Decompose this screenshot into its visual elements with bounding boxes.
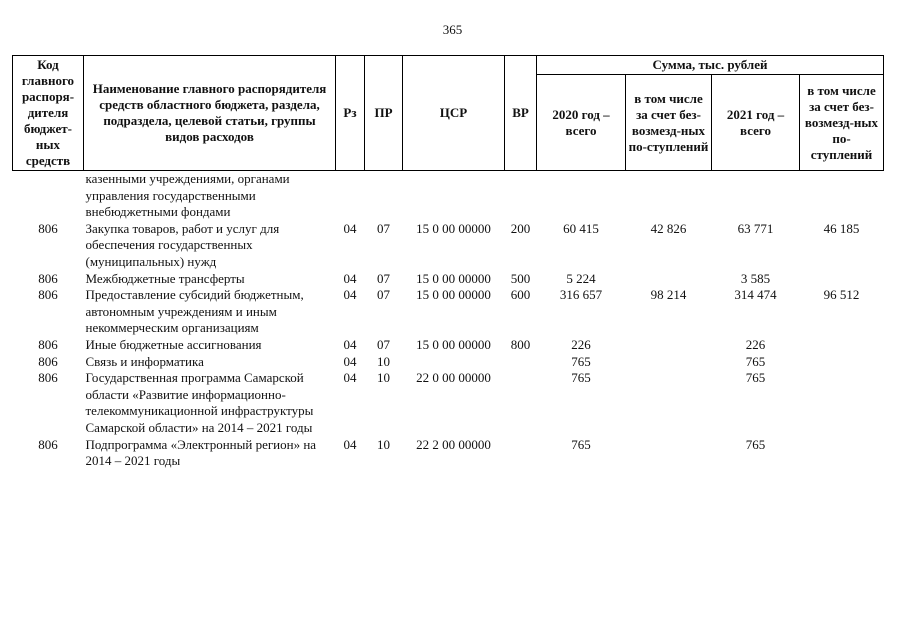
cell-vr bbox=[505, 171, 537, 221]
header-sum: Сумма, тыс. рублей bbox=[537, 56, 884, 75]
cell-csr bbox=[403, 171, 505, 221]
header-2021-free: в том числе за счет без-возмезд-ных по-ступлений bbox=[800, 75, 884, 171]
cell-code: 806 bbox=[38, 436, 58, 452]
cell-rz: 04 bbox=[343, 370, 357, 386]
cell-2020-free bbox=[626, 171, 712, 221]
cell-2021-total: 765 bbox=[745, 370, 766, 386]
header-rz: Рз bbox=[336, 56, 365, 171]
cell-2021-free: 96 512 bbox=[823, 287, 860, 303]
cell-vr: 600 bbox=[510, 287, 531, 303]
cell-vr bbox=[505, 437, 537, 470]
cell-code: 806 bbox=[38, 336, 58, 352]
cell-2020-free bbox=[626, 271, 712, 288]
cell-2020-free bbox=[626, 337, 712, 354]
header-2020-total: 2020 год – всего bbox=[537, 75, 626, 171]
cell-vr: 500 bbox=[510, 270, 531, 286]
header-name: Наименование главного распорядителя средств областного бюджета, раздела, подраздела, целевой статьи, группы видов расходов bbox=[84, 56, 336, 171]
cell-2021-free bbox=[800, 354, 884, 371]
cell-2020-total: 316 657 bbox=[559, 287, 603, 303]
cell-2021-total: 226 bbox=[745, 336, 766, 352]
cell-rz: 04 bbox=[343, 220, 357, 236]
cell-name: Иные бюджетные ассигнования bbox=[85, 336, 262, 352]
cell-csr: 15 0 00 00000 bbox=[416, 336, 491, 352]
cell-2021-free bbox=[800, 337, 884, 354]
cell-2020-free bbox=[626, 370, 712, 436]
cell-csr: 15 0 00 00000 bbox=[416, 220, 491, 236]
cell-2021-free: 46 185 bbox=[823, 220, 860, 236]
cell-pr: 07 bbox=[377, 220, 390, 236]
cell-csr: 22 2 00 00000 bbox=[416, 436, 491, 452]
cell-pr: 07 bbox=[377, 287, 390, 303]
budget-table bbox=[12, 55, 884, 470]
cell-csr bbox=[403, 354, 505, 371]
header-code: Код главного распоря-дителя бюджет-ных средств bbox=[13, 56, 84, 171]
cell-code bbox=[13, 171, 84, 221]
cell-2021-total: 314 474 bbox=[734, 287, 777, 303]
cell-code: 806 bbox=[38, 220, 58, 236]
header-csr: ЦСР bbox=[403, 56, 505, 171]
cell-vr: 200 bbox=[510, 220, 531, 236]
cell-vr bbox=[505, 370, 537, 436]
cell-2021-total: 765 bbox=[745, 353, 766, 369]
cell-2021-total: 765 bbox=[745, 436, 766, 452]
cell-rz: 04 bbox=[343, 270, 357, 286]
cell-2020-free: 42 826 bbox=[650, 220, 687, 236]
cell-name: Подпрограмма «Электронный регион» на 2014 – 2021 годы bbox=[85, 436, 317, 469]
cell-2020-total: 226 bbox=[571, 336, 591, 352]
cell-2020-free bbox=[626, 354, 712, 371]
table-row bbox=[13, 271, 884, 288]
cell-2020-total: 5 224 bbox=[566, 270, 596, 286]
table-row bbox=[13, 370, 884, 436]
cell-rz: 04 bbox=[343, 353, 357, 369]
cell-rz: 04 bbox=[343, 436, 357, 452]
cell-2020-total: 765 bbox=[571, 353, 591, 369]
table-body bbox=[13, 171, 884, 470]
cell-code: 806 bbox=[38, 370, 58, 386]
cell-2020-free bbox=[626, 437, 712, 470]
cell-pr: 07 bbox=[377, 270, 390, 286]
cell-rz: 04 bbox=[343, 287, 357, 303]
cell-name: Связь и информатика bbox=[85, 353, 204, 369]
header-vr: ВР bbox=[505, 56, 537, 171]
table-row bbox=[13, 171, 884, 221]
cell-rz bbox=[336, 171, 365, 221]
cell-2021-free bbox=[800, 171, 884, 221]
table-header bbox=[13, 56, 884, 171]
cell-pr: 10 bbox=[377, 353, 390, 369]
cell-pr: 10 bbox=[377, 370, 390, 386]
table-row bbox=[13, 354, 884, 371]
cell-2020-total: 765 bbox=[571, 370, 591, 386]
cell-name: Закупка товаров, работ и услуг для обеспечения государственных (муниципальных) нужд bbox=[85, 220, 280, 269]
cell-2020-total bbox=[537, 171, 626, 221]
cell-csr: 22 0 00 00000 bbox=[416, 370, 491, 386]
cell-vr: 800 bbox=[510, 336, 531, 352]
cell-vr bbox=[505, 354, 537, 371]
cell-code: 806 bbox=[38, 287, 58, 303]
cell-2021-total: 63 771 bbox=[737, 220, 774, 236]
cell-pr: 07 bbox=[377, 336, 390, 352]
cell-pr: 10 bbox=[377, 436, 390, 452]
cell-code: 806 bbox=[38, 353, 58, 369]
cell-pr bbox=[365, 171, 403, 221]
table-row bbox=[13, 221, 884, 271]
cell-2021-free bbox=[800, 271, 884, 288]
cell-name: Предоставление субсидий бюджетным, автономным учреждениям и иным некоммерческим организациям bbox=[85, 287, 304, 336]
table-row bbox=[13, 287, 884, 337]
table-row bbox=[13, 337, 884, 354]
header-2021-total: 2021 год – всего bbox=[712, 75, 800, 171]
cell-csr: 15 0 00 00000 bbox=[416, 287, 491, 303]
cell-name: Межбюджетные трансферты bbox=[85, 270, 245, 286]
cell-2021-free bbox=[800, 370, 884, 436]
cell-csr: 15 0 00 00000 bbox=[416, 270, 491, 286]
cell-rz: 04 bbox=[343, 336, 357, 352]
cell-2020-total: 60 415 bbox=[563, 220, 599, 236]
cell-2020-free: 98 214 bbox=[650, 287, 687, 303]
page-number: 365 bbox=[442, 22, 463, 37]
cell-name: Государственная программа Самарской области «Развитие информационно-телекоммуникационной инфраструктуры Самарской области» на 2014 – 2021 годы bbox=[85, 370, 314, 435]
table-row bbox=[13, 437, 884, 470]
cell-name: казенными учреждениями, органами управления государственными внебюджетными фондами bbox=[85, 171, 290, 220]
cell-2021-total bbox=[712, 171, 800, 221]
cell-2021-free bbox=[800, 437, 884, 470]
cell-2021-total: 3 585 bbox=[740, 270, 771, 286]
header-2020-free: в том числе за счет без-возмезд-ных по-ступлений bbox=[626, 75, 712, 171]
cell-code: 806 bbox=[38, 270, 58, 286]
header-pr: ПР bbox=[365, 56, 403, 171]
cell-2020-total: 765 bbox=[571, 436, 591, 452]
